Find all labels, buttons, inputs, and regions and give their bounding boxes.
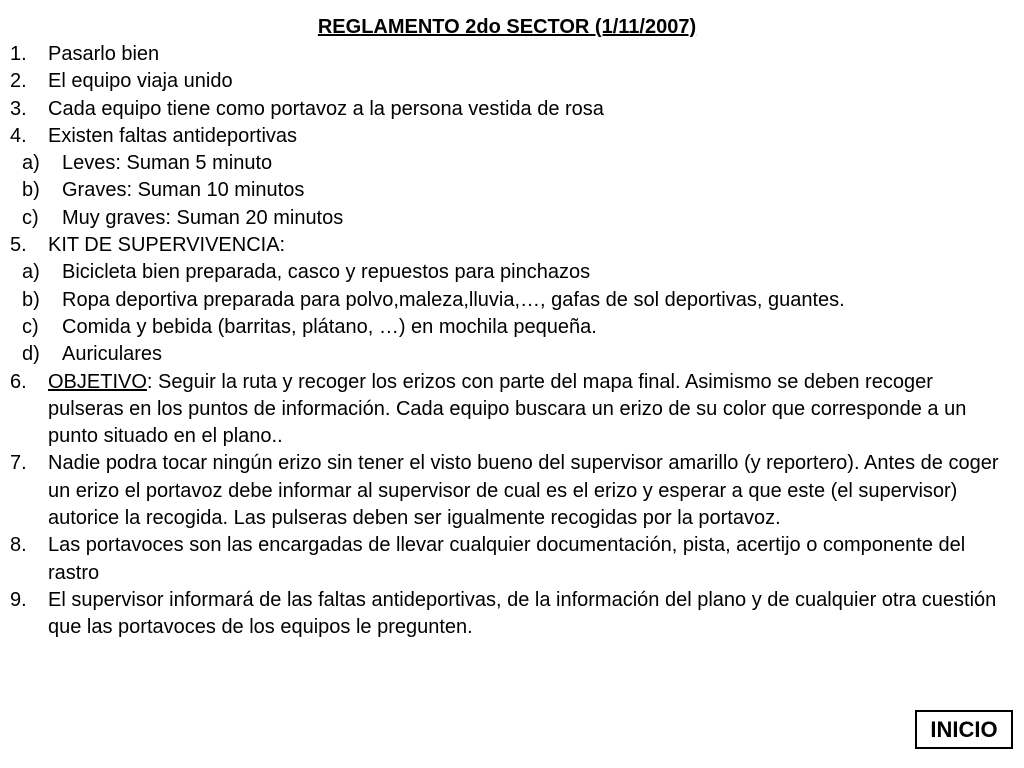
- rule-item-9: [10, 587, 1010, 642]
- sub-letter: d): [22, 343, 40, 366]
- sub-item: [10, 287, 1010, 314]
- rule-number: 5.: [10, 234, 27, 257]
- sub-item: [10, 150, 1010, 177]
- rule-text: El equipo viaja unido: [48, 70, 233, 93]
- sub-letter: b): [22, 288, 40, 311]
- rule-5-sublist: [10, 259, 1010, 368]
- rule-text: Nadie podra tocar ningún erizo sin tener el visto bueno del supervisor amarillo (y reportero). Antes de coger un erizo el portavoz debe informar al supervisor de cual es el erizo y esperar a que este (el supervisor) autorice la recogida. Las pulseras deben ser igualmente recogidas por la portavoz.: [48, 452, 999, 530]
- sub-letter: c): [22, 206, 39, 229]
- sub-letter: a): [22, 152, 40, 175]
- sub-item: [10, 177, 1010, 204]
- rules-list: [10, 41, 1010, 642]
- rule-number: 4.: [10, 124, 27, 147]
- sub-text: Bicicleta bien preparada, casco y repuestos para pinchazos: [62, 261, 591, 284]
- sub-letter: b): [22, 179, 40, 202]
- sub-text: Leves: Suman 5 minuto: [62, 152, 273, 175]
- sub-text: Graves: Suman 10 minutos: [62, 179, 305, 202]
- sub-text: Muy graves: Suman 20 minutos: [62, 206, 344, 229]
- sub-letter: a): [22, 261, 40, 284]
- rule-text: Pasarlo bien: [48, 43, 160, 65]
- rule-text: KIT DE SUPERVIVENCIA:: [48, 234, 286, 257]
- rule-number: 2.: [10, 70, 27, 93]
- sub-text: Auriculares: [62, 343, 163, 366]
- sub-item: [10, 341, 1010, 368]
- rule-text: El supervisor informará de las faltas antideportivas, de la información del plano y de cualquier otra cuestión que las portavoces de los equipos le pregunten.: [48, 588, 997, 639]
- rule-4-sublist: [10, 150, 1010, 232]
- sub-item: [10, 205, 1010, 232]
- rule-item-1: [10, 41, 1010, 68]
- rule-text: : Seguir la ruta y recoger los erizos con parte del mapa final. Asimismo se deben recoger pulseras en los puntos de información. Cada equipo buscara un erizo de su color que corresponde a un punto situado en el plano..: [48, 370, 967, 448]
- rule-text: Existen faltas antideportivas: [48, 124, 298, 147]
- rule-number: 1.: [10, 43, 27, 65]
- rule-text: Las portavoces son las encargadas de llevar cualquier documentación, pista, acertijo o componente del rastro: [48, 534, 966, 584]
- sub-letter: c): [22, 315, 39, 338]
- objective-label: OBJETIVO: [48, 370, 147, 393]
- rule-item-8: [10, 532, 1010, 587]
- sub-item: [10, 259, 1010, 286]
- sub-text: Ropa deportiva preparada para polvo,maleza,lluvia,…, gafas de sol deportivas, guantes.: [62, 288, 845, 311]
- page-title: REGLAMENTO 2do SECTOR (1/11/2007): [317, 16, 697, 38]
- rule-item-7: [10, 450, 1010, 532]
- sub-text: Comida y bebida (barritas, plátano, …) en mochila pequeña.: [62, 315, 597, 338]
- rule-number: 9.: [10, 588, 27, 611]
- rule-item-6: [10, 369, 1010, 451]
- rule-number: 8.: [10, 534, 27, 557]
- sub-item: [10, 314, 1010, 341]
- inicio-button[interactable]: INICIO: [915, 710, 1013, 749]
- rule-number: 6.: [10, 370, 27, 393]
- rule-item-5: [10, 232, 1010, 259]
- rule-number: 3.: [10, 97, 27, 120]
- rule-number: 7.: [10, 452, 27, 475]
- rule-item-2: [10, 68, 1010, 95]
- rule-item-4: [10, 123, 1010, 150]
- rule-item-3: [10, 96, 1010, 123]
- rule-text: Cada equipo tiene como portavoz a la persona vestida de rosa: [48, 97, 604, 120]
